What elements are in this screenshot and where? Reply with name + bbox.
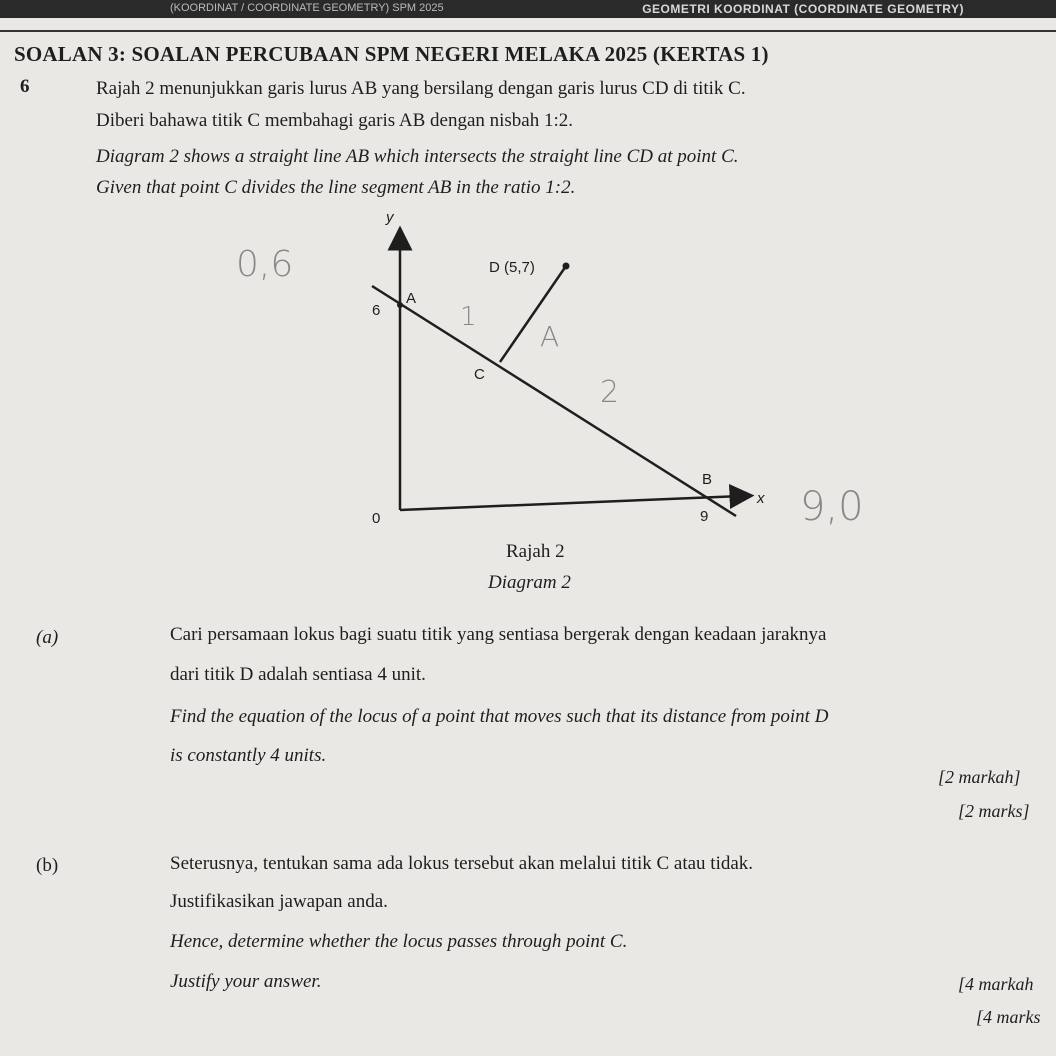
part-b-label: (b) [36, 855, 59, 876]
question-english-line-1: Diagram 2 shows a straight line AB which intersects the straight line CD at point C. [96, 146, 739, 167]
question-malay-line-2: Diberi bahawa titik C membahagi garis AB dengan nisbah 1:2. [96, 110, 574, 131]
part-b-marks-english: [4 marks [976, 1007, 1041, 1027]
origin-label: 0 [372, 510, 381, 527]
handwritten-ratio-1: 1 [460, 302, 477, 332]
point-B-label: B [702, 471, 713, 488]
part-b-english-line-2: Justify your answer. [170, 971, 322, 992]
handwritten-B-coordinate: 9,0 [800, 484, 864, 530]
point-D-label: D (5,7) [489, 259, 535, 276]
part-b-marks-malay: [4 markah [958, 974, 1034, 994]
x-tick-9-label: 9 [700, 508, 709, 525]
part-b-english-line-1: Hence, determine whether the locus passes through point C. [170, 931, 628, 952]
part-a-malay-line-1: Cari persamaan lokus bagi suatu titik yang sentiasa bergerak dengan keadaan jaraknya [170, 624, 827, 645]
part-b-malay-line-2: Justifikasikan jawapan anda. [170, 891, 388, 912]
y-axis-label: y [386, 209, 394, 226]
part-a-malay-line-2: dari titik D adalah sentiasa 4 unit. [170, 664, 426, 685]
question-number: 6 [20, 76, 30, 97]
part-a-marks-malay: [2 markah] [938, 767, 1021, 787]
question-english-line-2: Given that point C divides the line segment AB in the ratio 1:2. [96, 177, 576, 198]
part-a-marks-english: [2 marks] [958, 801, 1030, 821]
handwritten-mark-A: A [540, 320, 560, 353]
handwritten-ratio-2: 2 [600, 375, 620, 410]
point-D-dot [563, 263, 570, 270]
part-a-label: (a) [36, 627, 59, 648]
point-C-label: C [474, 366, 485, 383]
part-a-english-line-2: is constantly 4 units. [170, 745, 327, 766]
x-axis-label: x [757, 490, 765, 507]
page-title: SOALAN 3: SOALAN PERCUBAAN SPM NEGERI MELAKA 2025 (KERTAS 1) [14, 42, 769, 66]
diagram-caption-english: Diagram 2 [488, 572, 571, 593]
top-banner-left-text: (KOORDINAT / COORDINATE GEOMETRY) SPM 2025 [170, 2, 444, 14]
point-A-label: A [406, 290, 417, 307]
part-a-english-line-1: Find the equation of the locus of a point that moves such that its distance from point D [170, 706, 829, 727]
top-banner-title: GEOMETRI KOORDINAT (COORDINATE GEOMETRY) [642, 2, 964, 16]
handwritten-A-coordinate: 0,6 [236, 244, 294, 285]
point-A-dot [397, 302, 403, 308]
x-axis [400, 496, 742, 510]
part-b-malay-line-1: Seterusnya, tentukan sama ada lokus tersebut akan melalui titik C atau tidak. [170, 853, 754, 874]
question-malay-line-1: Rajah 2 menunjukkan garis lurus AB yang bersilang dengan garis lurus CD di titik C. [96, 78, 746, 99]
diagram-caption-malay: Rajah 2 [506, 541, 565, 562]
y-tick-6-label: 6 [372, 302, 381, 319]
